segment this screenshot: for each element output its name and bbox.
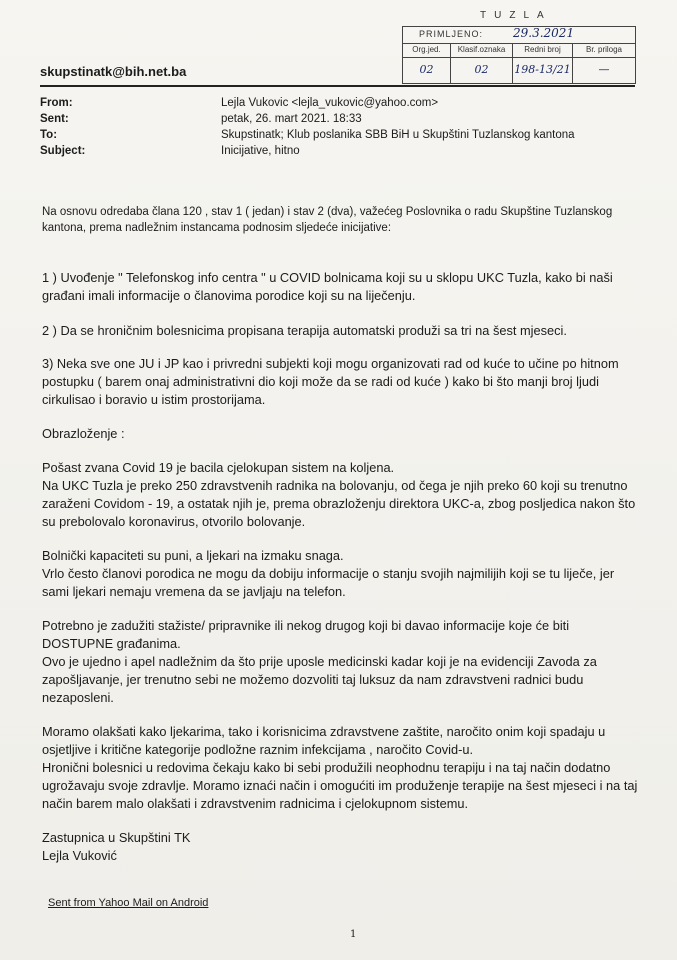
- stamp-header-org: Org.jed.: [403, 43, 451, 57]
- stamp-header-klasif: Klasif.oznaka: [451, 43, 513, 57]
- subject-value: Inicijative, hitno: [221, 145, 300, 157]
- sent-label: Sent:: [40, 113, 69, 125]
- explanation-para-2: Bolnički kapaciteti su puni, a ljekari na izmaku snaga. Vrlo često članovi porodica ne mogu da dobiju informacije o stanju svojih najmilijih koji se tu liječe, jer sami ljekari nemaju vremena da se javljaju na telefon.: [42, 548, 615, 599]
- stamp-header-prilog: Br. priloga: [585, 45, 623, 54]
- intro-paragraph: Na osnovu odredaba člana 120 , stav 1 ( jedan) i stav 2 (dva), važećeg Poslovnika o radu Skupštine Tuzlanskog kantona, prema nadležnim instancama podnosim sljedeće inicijative:: [42, 206, 613, 234]
- signature: Zastupnica u Skupštini TK Lejla Vuković: [42, 830, 191, 863]
- stamp-city: TUZLA: [480, 10, 552, 21]
- page-number: 1: [350, 929, 357, 940]
- from-value: Lejla Vukovic <lejla_vukovic@yahoo.com>: [221, 97, 439, 109]
- explanation-para-4: Moramo olakšati kako ljekarima, tako i korisnicima zdravstvene zaštite, naročito onim koji spadaju u osjetljive i kritične kategorije podložne raznim infekcijama , naročito Covid-u. Hronični bolesnici u redovima čekaju kako bi sebi produžili neophodnu terapiju i na taj način dodatno ugrožavaju svoje zdravlje. Moramo iznaći način i omogućiti im produženje terapije na šest mjeseci i na taj način barem malo olakšati i zdravstvenim radnicima i cjelokupnom sistemu.: [42, 724, 638, 811]
- header-rule: [40, 85, 635, 87]
- sent-value: petak, 26. mart 2021. 18:33: [221, 113, 362, 125]
- initiative-1: 1 ) Uvođenje " Telefonskog info centra " u COVID bolnicama koji su u sklopu UKC Tuzla, kako bi naši građani imali informacije o članovima porodice koji su na liječenju.: [42, 270, 613, 303]
- from-label: From:: [40, 97, 73, 109]
- to-label: To:: [40, 129, 58, 141]
- explanation-para-1: Pošast zvana Covid 19 je bacila cjelokupan sistem na koljena. Na UKC Tuzla je preko 250 zdravstvenih radnika na bolovanju, od čega je njih preko 60 koji su trenutno zaraženi Covidom - 19, a ostatak njih je, prema obrazloženju direktora UKC-a, zbog posljedica nakon što su prebolovalo koronavirus, otvorilo bolovanje.: [42, 460, 636, 529]
- to-value: Skupstinatk; Klub poslanika SBB BiH u Skupštini Tuzlanskog kantona: [221, 129, 575, 141]
- initiative-3: 3) Neka sve one JU i JP kao i privredni subjekti koji mogu organizovati rad od kuće to učine po hitnom postupku ( barem onaj administrativni dio koji može da se radi od kuće ) kako bi što manji broj ljudi cirkulisao i boravio u istim prostorijama.: [42, 356, 619, 407]
- stamp-header-row: [403, 43, 635, 58]
- stamp-value-redni: 198-13/21: [513, 57, 573, 83]
- stamp-value-row: [403, 57, 635, 83]
- initiative-2: 2 ) Da se hroničnim bolesnicima propisana terapija automatski produži sa tri na šest mjeseci.: [42, 323, 567, 338]
- stamp-value-org: 02: [403, 57, 451, 83]
- stamp-received-row: [403, 27, 635, 44]
- stamp-received-date: 29.3.2021: [513, 26, 575, 40]
- explanation-heading: Obrazloženje :: [42, 426, 125, 441]
- registry-stamp: [402, 26, 636, 84]
- explanation-para-3: Potrebno je zadužiti stažiste/ pripravnike ili nekog drugog koji bi davao informacije koje će biti DOSTUPNE građanima. Ovo je ujedno i apel nadležnim da što prije uposle medicinski kadar koji je na evidenciji Zavoda za zapošljavanje, jer trenutno sebi ne možemo dozvoliti taj luksuz da nam zdravstveni radnici budu nezaposleni.: [42, 618, 597, 705]
- stamp-value-prilog: —: [598, 63, 610, 76]
- stamp-value-klasif: 02: [451, 57, 513, 83]
- stamp-header-redni: Redni broj: [513, 43, 573, 57]
- sender-email: skupstinatk@bih.net.ba: [40, 64, 187, 79]
- stamp-received-label: PRIMLJENO:: [419, 29, 484, 39]
- subject-label: Subject:: [40, 145, 86, 157]
- sent-from-yahoo-link[interactable]: Sent from Yahoo Mail on Android: [48, 897, 209, 909]
